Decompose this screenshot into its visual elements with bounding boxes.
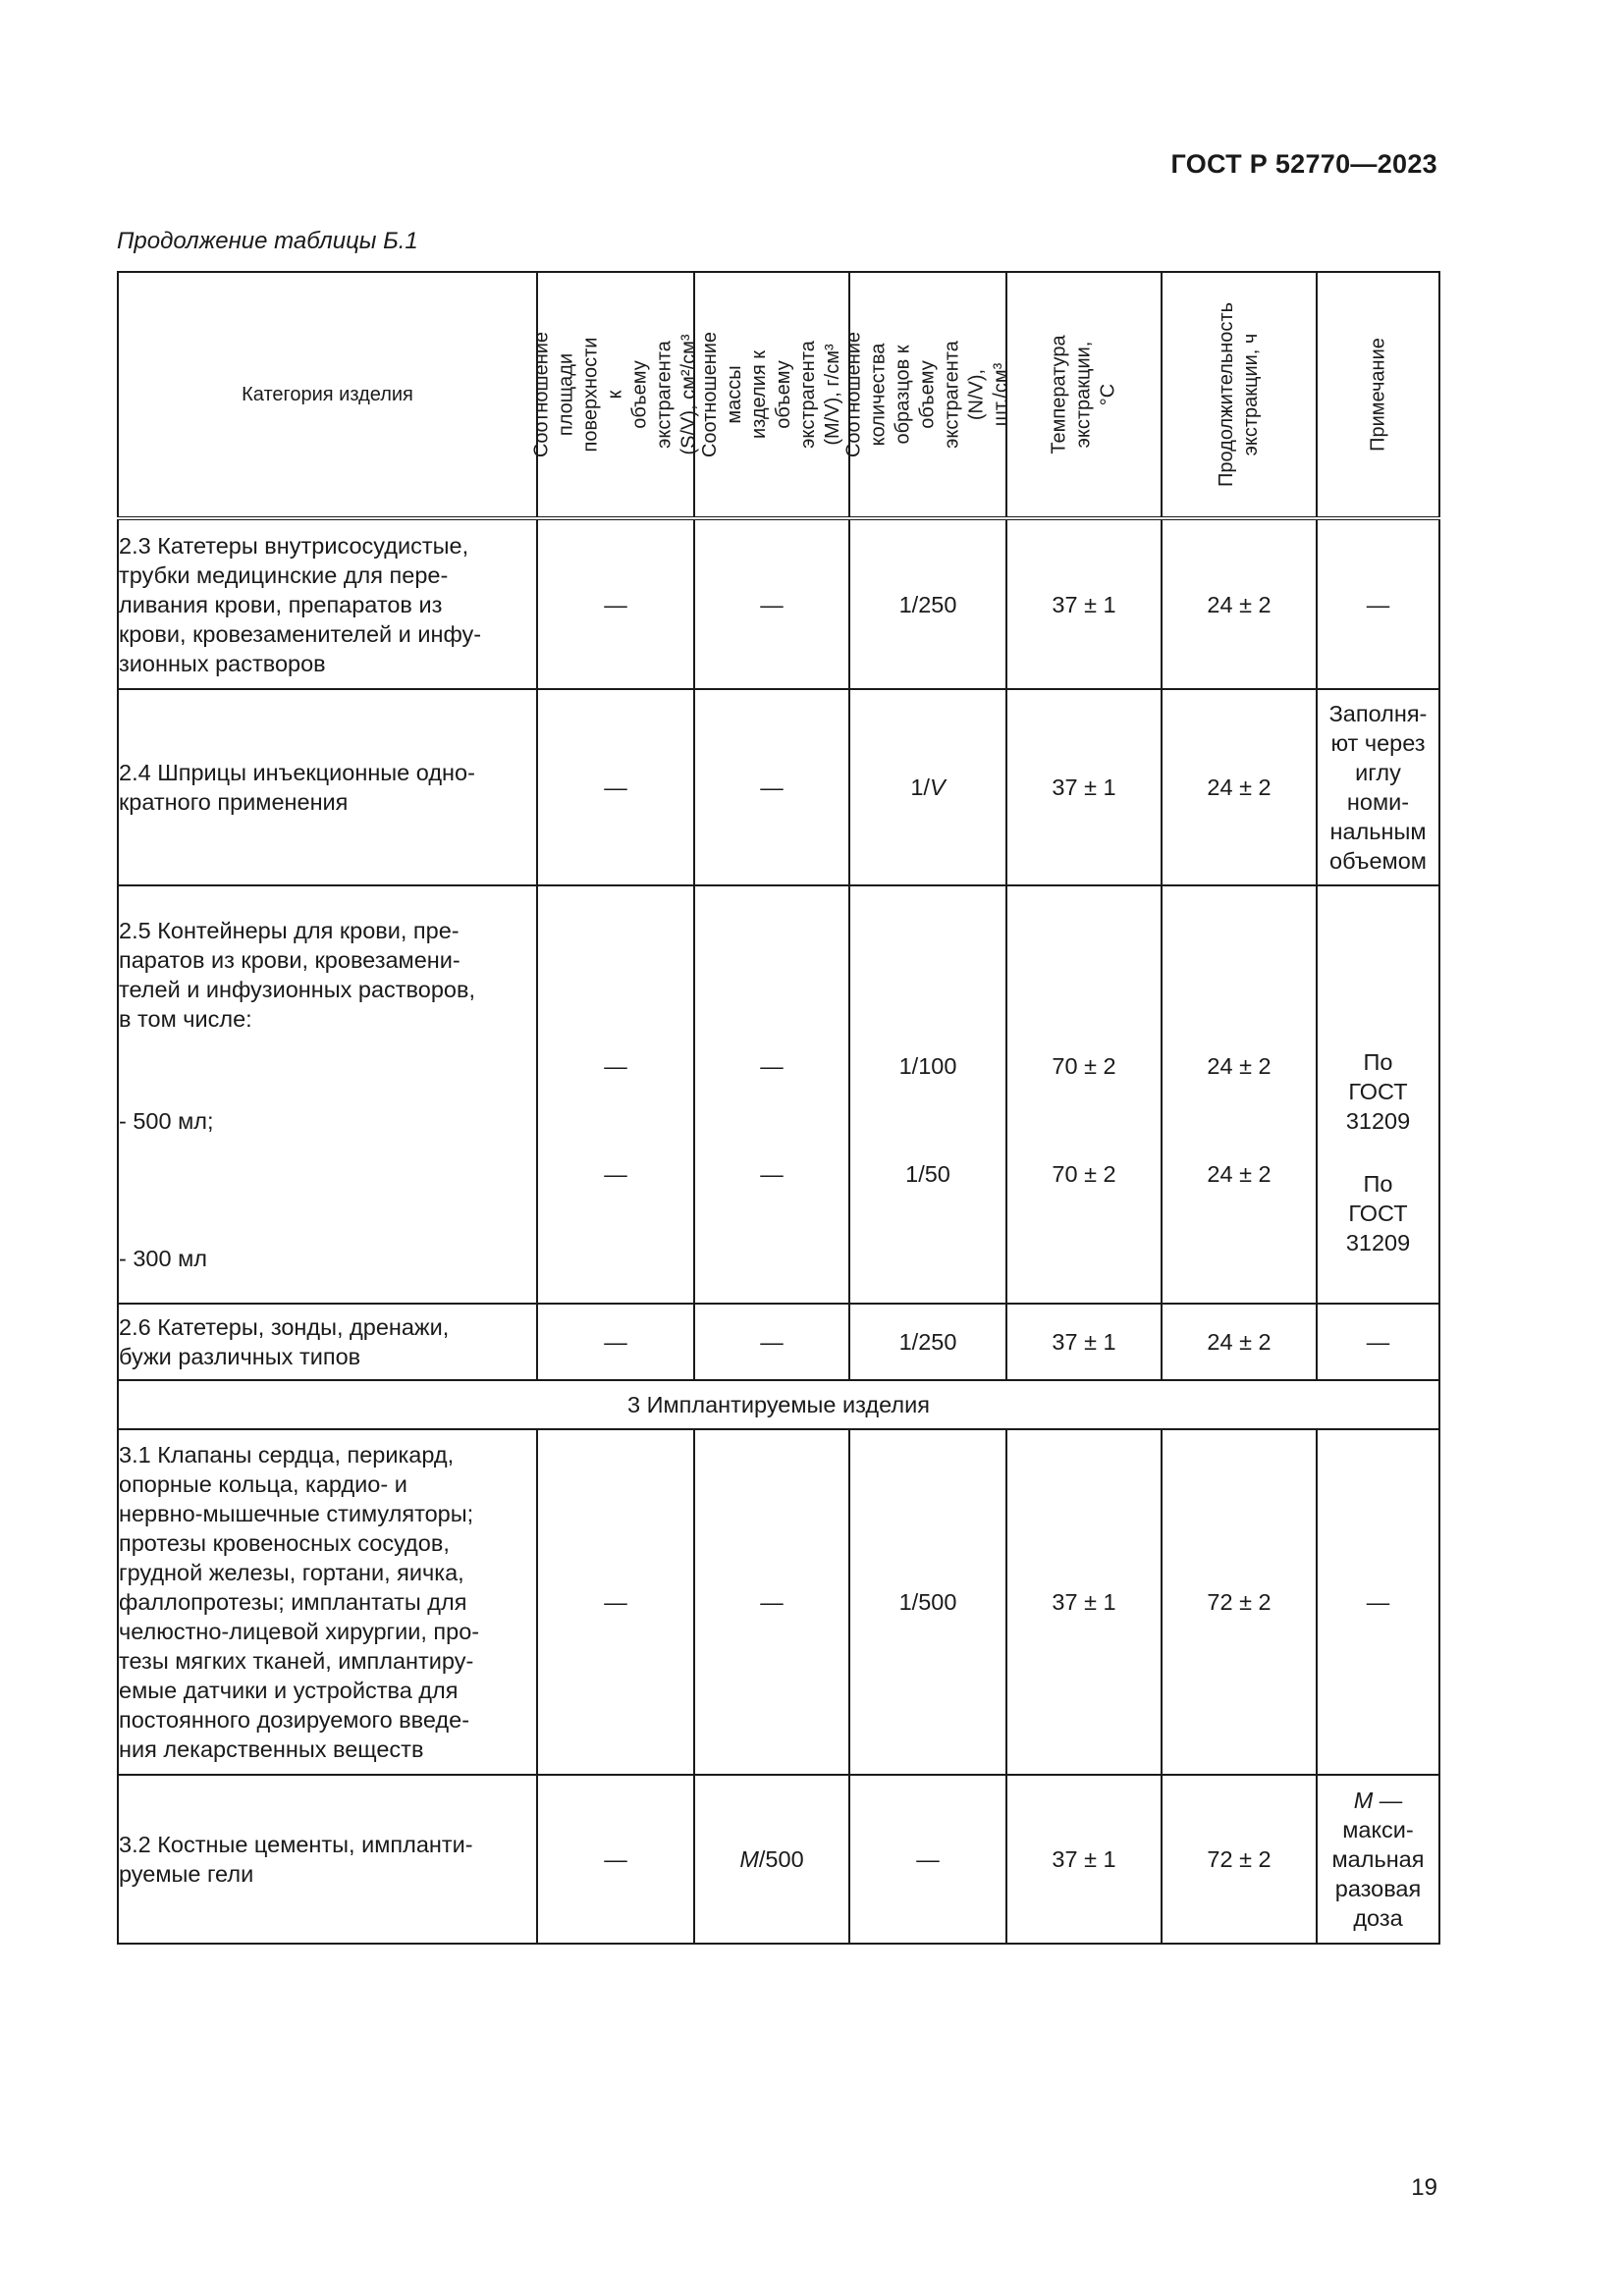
cell-mv: — — [694, 885, 849, 1304]
subitem-500: - 500 мл; [119, 1108, 214, 1134]
cell-note: Заполня- ют через иглу номи- нальным объемом [1317, 689, 1439, 885]
cell-note: — [1317, 1304, 1439, 1380]
cell-nv: 1/V [849, 689, 1006, 885]
section-row [118, 1380, 1439, 1429]
table-row [118, 689, 1439, 885]
cell-sv: — — [537, 885, 694, 1304]
header-duration: Продолжительность экстракции, ч [1162, 272, 1317, 518]
cell-duration: 72 ± 2 [1162, 1775, 1317, 1944]
cell-mv: M/500 [694, 1775, 849, 1944]
cell-duration: 24 ± 2 [1162, 689, 1317, 885]
header-sv: Соотношение площади поверхности к объему экстрагента (S/V), см²/см³ [537, 272, 694, 518]
cell-sv: — [537, 518, 694, 689]
row-category: 3.1 Клапаны сердца, перикард, опорные кольца, кардио- и нервно-мышечные стимуляторы; протезы кровеносных сосудов, грудной железы, гортани, яичка, фаллопротезы; имплантаты для челюстно-лицевой хирургии, про- тезы мягких тканей, имплантиру- емые датчики и устройства для постоянного дозируемого введе- ния лекарственных веществ [118, 1429, 537, 1775]
subitem-300: - 300 мл [119, 1246, 207, 1271]
cell-nv: — [849, 1775, 1006, 1944]
cell-sv: — [537, 689, 694, 885]
cell-sv: — [537, 1775, 694, 1944]
cell-duration: 24 ± 2 24 ± 2 [1162, 885, 1317, 1304]
cell-nv: 1/500 [849, 1429, 1006, 1775]
cell-temperature: 37 ± 1 [1006, 1429, 1162, 1775]
header-note: Примечание [1317, 272, 1439, 518]
cell-sv: — [537, 1429, 694, 1775]
table-header-row [118, 272, 1439, 518]
cell-mv: — [694, 1429, 849, 1775]
cell-note: — [1317, 1429, 1439, 1775]
cell-temperature: 37 ± 1 [1006, 1304, 1162, 1380]
cell-temperature: 37 ± 1 [1006, 1775, 1162, 1944]
cell-duration: 24 ± 2 [1162, 518, 1317, 689]
cell-duration: 24 ± 2 [1162, 1304, 1317, 1380]
cell-nv: 1/100 1/50 [849, 885, 1006, 1304]
cell-temperature: 37 ± 1 [1006, 518, 1162, 689]
row-category: 2.3 Катетеры внутрисосудистые, трубки медицинские для пере- ливания крови, препаратов из крови, кровезаменителей и инфу- зионных растворов [118, 518, 537, 689]
cell-nv: 1/250 [849, 518, 1006, 689]
cell-note: — [1317, 518, 1439, 689]
cell-note: По ГОСТ 31209 По ГОСТ 31209 [1317, 885, 1439, 1304]
cell-sv: — [537, 1304, 694, 1380]
row-category: 2.4 Шприцы инъекционные одно- кратного применения [118, 689, 537, 885]
cell-nv: 1/250 [849, 1304, 1006, 1380]
row-category: 2.6 Катетеры, зонды, дренажи, бужи различных типов [118, 1304, 537, 1380]
header-category: Категория изделия [118, 272, 537, 518]
document-code: ГОСТ Р 52770—2023 [1170, 149, 1437, 179]
cell-mv: — [694, 518, 849, 689]
table-continuation-caption: Продолжение таблицы Б.1 [117, 228, 418, 254]
page-number: 19 [1411, 2174, 1437, 2201]
table-row [118, 1304, 1439, 1380]
cell-temperature: 37 ± 1 [1006, 689, 1162, 885]
extraction-conditions-table [117, 271, 1440, 1945]
section-heading: 3 Имплантируемые изделия [118, 1380, 1439, 1429]
row-category: 3.2 Костные цементы, импланти- руемые гели [118, 1775, 537, 1944]
cell-note: M — макси- мальная разовая доза [1317, 1775, 1439, 1944]
cell-mv: — [694, 1304, 849, 1380]
cell-temperature: 70 ± 2 70 ± 2 [1006, 885, 1162, 1304]
row-category: 2.5 Контейнеры для крови, пре- паратов из крови, кровезамени- телей и инфузионных растворов, в том числе: - 500 мл; - 300 мл [118, 885, 537, 1304]
table-row [118, 1429, 1439, 1775]
cell-duration: 72 ± 2 [1162, 1429, 1317, 1775]
table-row [118, 885, 1439, 1304]
cell-mv: — [694, 689, 849, 885]
table-row [118, 518, 1439, 689]
header-temperature: Температура экстракции, °С [1006, 272, 1162, 518]
header-mv: Соотношение массы изделия к объему экстрагента (M/V), г/см³ [694, 272, 849, 518]
header-nv: Соотношение количества образцов к объему экстрагента (N/V), шт./см³ [849, 272, 1006, 518]
table-row [118, 1775, 1439, 1944]
